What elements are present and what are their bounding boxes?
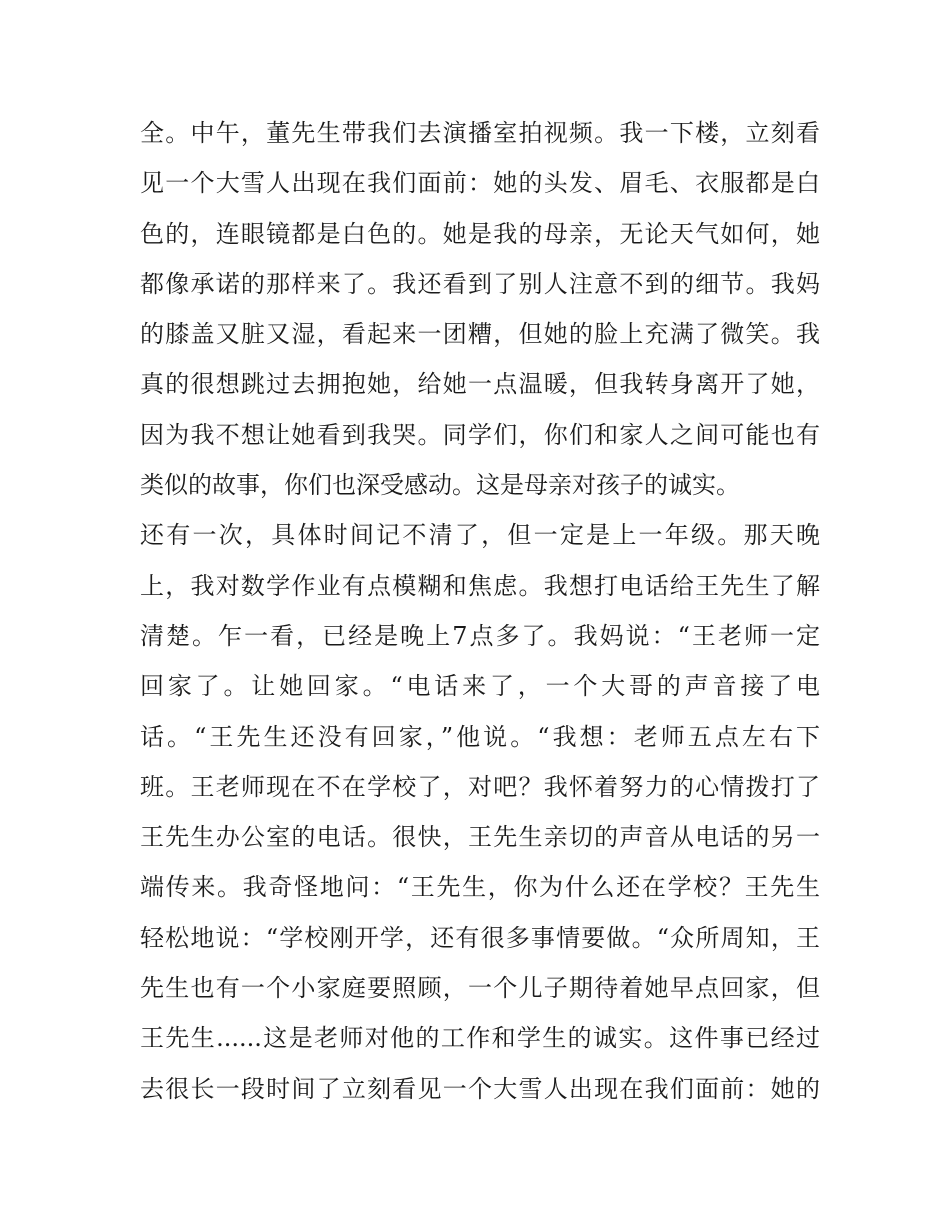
text-line: 回家了。让她回家。“电话来了，一个大哥的声音接了电	[140, 672, 820, 701]
text-line: 类似的故事，你们也深受感动。这是母亲对孩子的诚实。	[140, 471, 740, 500]
body-text	[140, 108, 820, 1114]
text-line: 话。“王先生还没有回家，”他说。“我想：老师五点左右下	[140, 722, 820, 751]
text-line: 去很长一段时间了立刻看见一个大雪人出现在我们面前：她的	[140, 1074, 820, 1103]
text-line: 上，我对数学作业有点模糊和焦虑。我想打电话给王先生了解	[140, 571, 820, 600]
text-line: 全。中午，董先生带我们去演播室拍视频。我一下楼，立刻看	[140, 119, 820, 147]
text-line: 都像承诺的那样来了。我还看到了别人注意不到的细节。我妈	[140, 269, 820, 298]
text-line: 的膝盖又脏又湿，看起来一团糟，但她的脸上充满了微笑。我	[140, 320, 820, 349]
text-line: 王先生办公室的电话。很快，王先生亲切的声音从电话的另一	[140, 823, 820, 852]
text-line: 色的，连眼镜都是白色的。她是我的母亲，无论天气如何，她	[140, 219, 820, 248]
text-line: 清楚。乍一看，已经是晚上7点多了。我妈说：“王老师一定	[140, 621, 820, 650]
text-line: 因为我不想让她看到我哭。同学们，你们和家人之间可能也有	[140, 420, 820, 449]
text-line: 真的很想跳过去拥抱她，给她一点温暖，但我转身离开了她，	[140, 370, 820, 399]
text-line: 王先生......这是老师对他的工作和学生的诚实。这件事已经过	[140, 1024, 820, 1053]
text-line: 还有一次，具体时间记不清了，但一定是上一年级。那天晚	[140, 521, 820, 550]
text-line: 见一个大雪人出现在我们面前：她的头发、眉毛、衣服都是白	[140, 169, 820, 198]
text-line: 先生也有一个小家庭要照顾，一个儿子期待着她早点回家，但	[140, 974, 820, 1003]
text-line: 轻松地说：“学校刚开学，还有很多事情要做。“众所周知，王	[140, 923, 820, 952]
text-line: 班。王老师现在不在学校了，对吧？我怀着努力的心情拨打了	[140, 772, 820, 801]
text-line: 端传来。我奇怪地问：“王先生，你为什么还在学校？王先生	[140, 873, 820, 902]
